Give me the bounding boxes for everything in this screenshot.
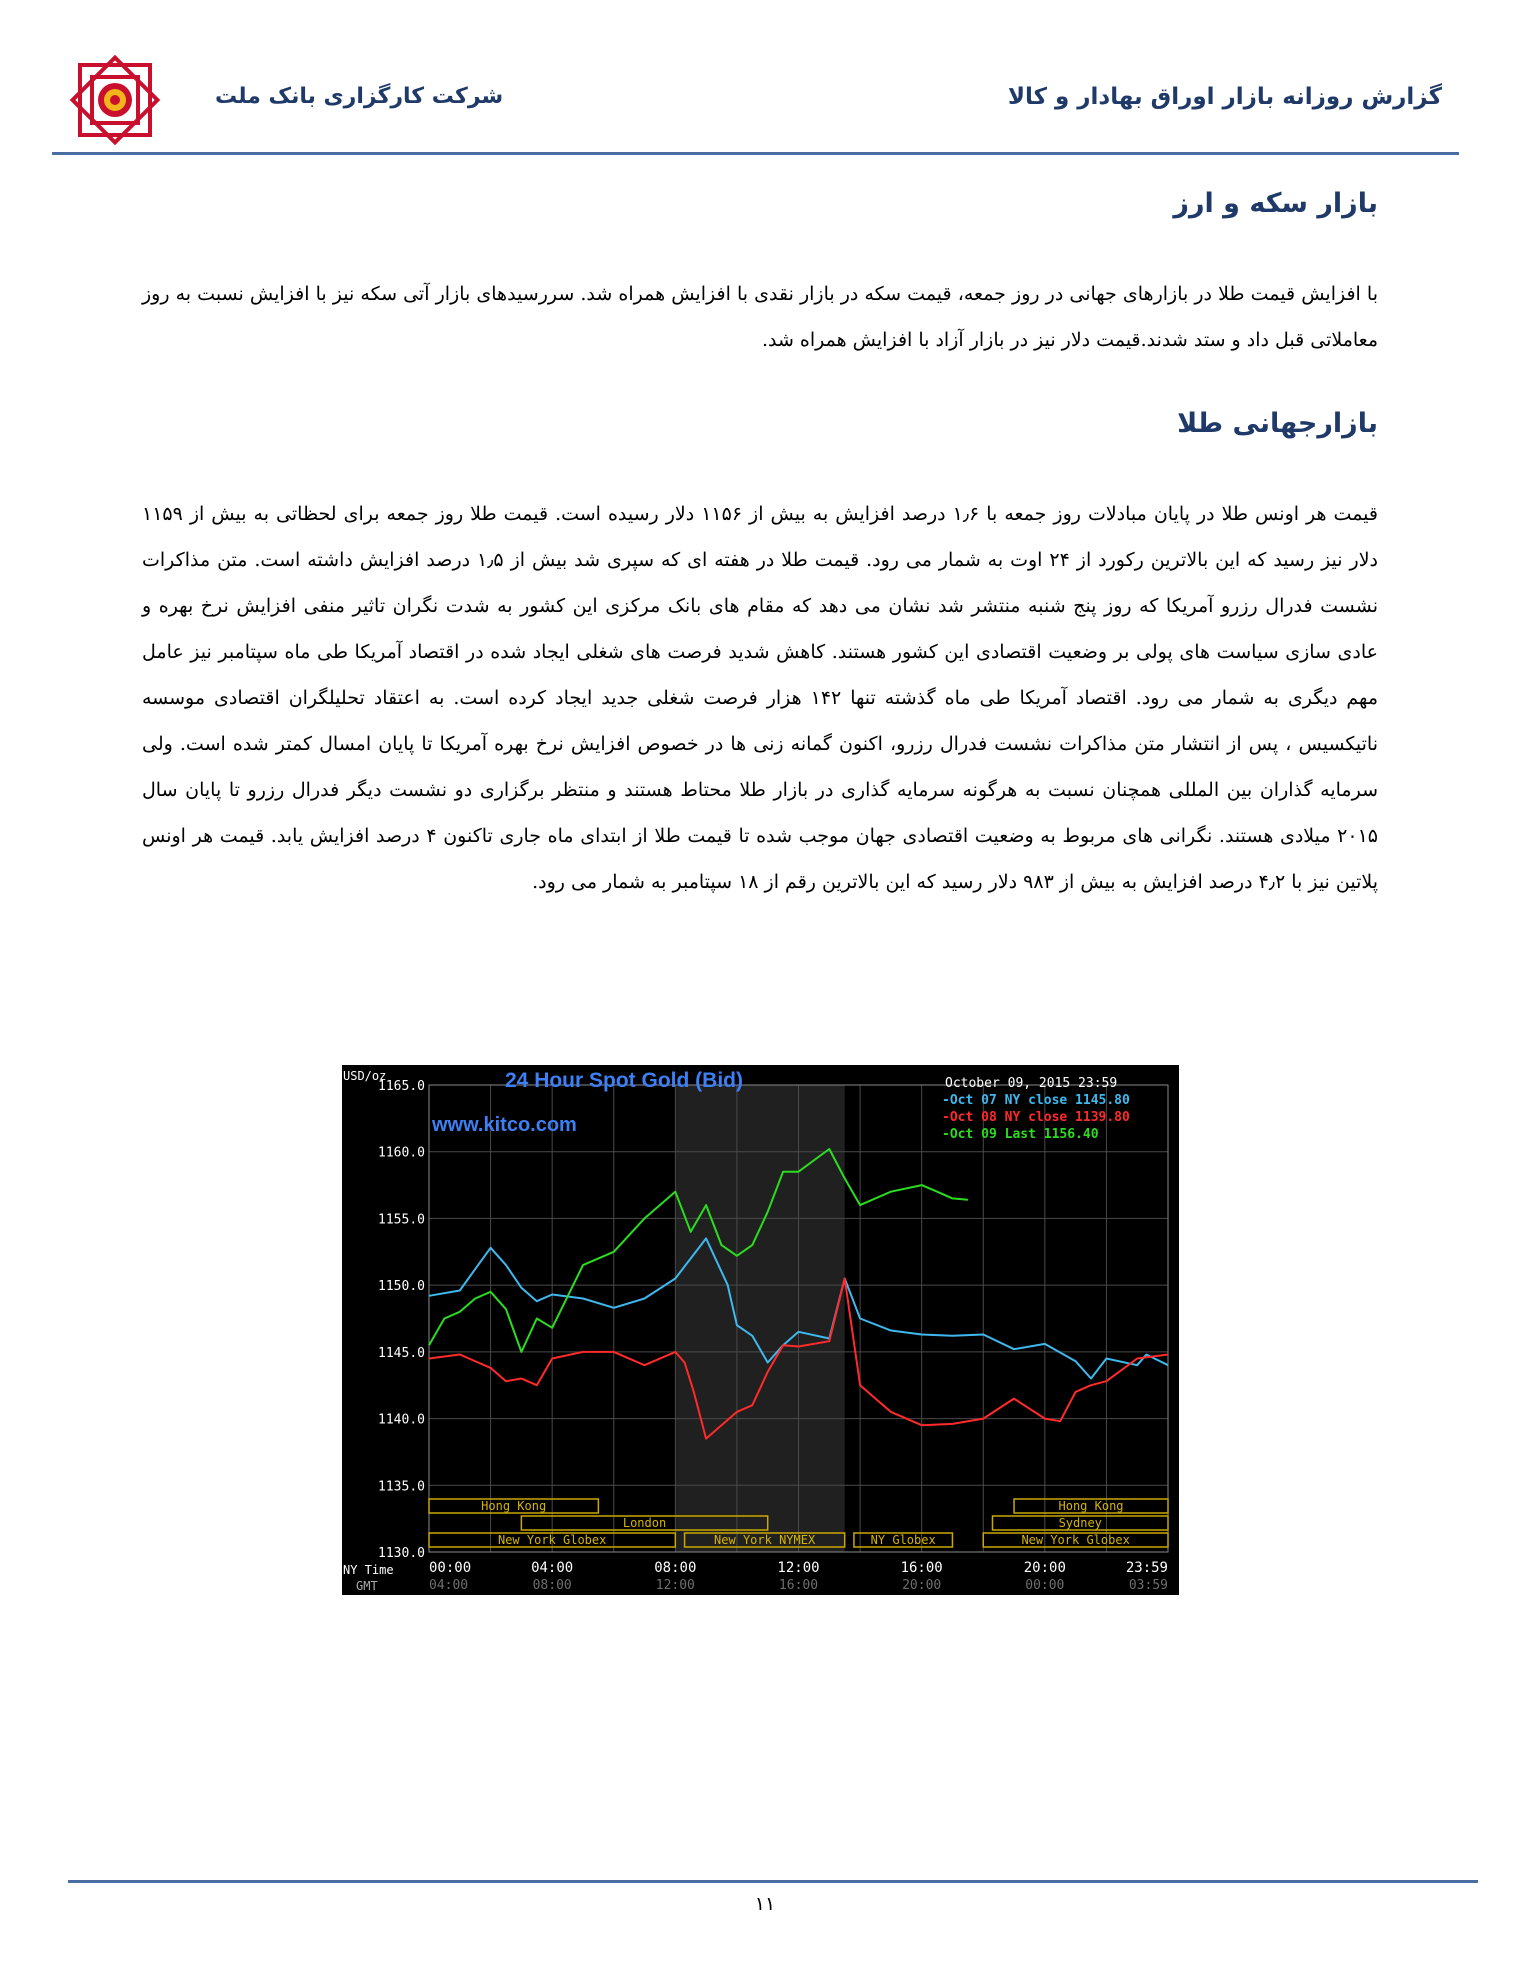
chart-y-tick-label: 1135.0 xyxy=(378,1479,425,1495)
section-paragraph-coin-currency: با افزایش قیمت طلا در بازارهای جهانی در روز جمعه، قیمت سکه در بازار نقدی با افزایش همراه شد. سررسیدهای بازار آتی سکه نیز با افزایش نسبت به روز معاملاتی قبل داد و ستد شدند.قیمت دلار نیز در بازار آزاد با افزایش همراه شد. xyxy=(142,283,1378,351)
chart-x-tick-label-ny: 12:00 xyxy=(777,1560,820,1576)
chart-y-tick-label: 1145.0 xyxy=(378,1345,425,1361)
chart-x-row-label-ny: NY Time xyxy=(343,1563,394,1577)
chart-x-tick-label-ny: 23:59 xyxy=(1125,1560,1168,1576)
chart-legend-entry: -Oct 07 NY close 1145.80 xyxy=(942,1093,1130,1108)
chart-y-tick-label: 1150.0 xyxy=(378,1279,425,1295)
page-number: ۱۱ xyxy=(754,1893,776,1915)
chart-x-tick-label-gmt: 16:00 xyxy=(778,1578,819,1593)
chart-y-tick-label: 1160.0 xyxy=(378,1145,425,1161)
chart-session-label: London xyxy=(622,1516,667,1530)
header-divider xyxy=(52,152,1459,155)
report-title: گزارش روزانه بازار اوراق بهادار و کالا xyxy=(1007,84,1442,110)
chart-x-tick-label-ny: 20:00 xyxy=(1023,1560,1066,1576)
chart-session-label: Hong Kong xyxy=(481,1499,547,1513)
chart-timestamp: October 09, 2015 23:59 xyxy=(945,1076,1118,1091)
chart-x-tick-label-ny: 08:00 xyxy=(654,1560,697,1576)
gold-spot-chart xyxy=(342,1065,1179,1595)
chart-x-tick-label-gmt: 12:00 xyxy=(655,1578,695,1593)
chart-shaded-session xyxy=(675,1085,844,1552)
chart-x-tick-label-gmt: 00:00 xyxy=(1025,1578,1065,1593)
chart-x-tick-label-ny: 04:00 xyxy=(531,1560,574,1576)
footer-divider xyxy=(68,1880,1478,1883)
chart-x-row-label-gmt: GMT xyxy=(356,1579,378,1593)
section-heading-coin-currency: بازار سکه و ارز xyxy=(1173,188,1378,219)
chart-x-tick-label-gmt: 04:00 xyxy=(429,1578,469,1593)
chart-x-tick-label-ny: 00:00 xyxy=(429,1560,472,1576)
section-paragraph-global-gold: قیمت هر اونس طلا در پایان مبادلات روز جمعه با ۱٫۶ درصد افزایش به بیش از ۱۱۵۶ دلار رسیده است. قیمت طلا روز جمعه برای لحظاتی به بیش از ۱۱۵۹ دلار نیز رسید که این بالاترین رکورد از ۲۴ اوت به شمار می رود. قیمت طلا در هفته ای که سپری شد بیش از ۱٫۵ درصد افزایش داشته است. متن مذاکرات نشست فدرال رزرو آمریکا که روز پنج شنبه منتشر شد نشان می دهد که مقام های بانک مرکزی این کشور به شدت نگران تاثیر منفی افزایش نرخ بهره و عادی سازی سیاست های پولی بر وضعیت اقتصادی این کشور هستند. کاهش شدید فرصت های شغلی ایجاد شده در اقتصاد آمریکا طی ماه سپتامبر نیز عامل مهم دیگری به شمار می رود. اقتصاد آمریکا طی ماه گذشته تنها ۱۴۲ هزار فرصت شغلی جدید ایجاد کرده است. به اعتقاد تحلیلگران اقتصادی موسسه ناتیکسیس ، پس از انتشار متن مذاکرات نشست فدرال رزرو، اکنون گمانه زنی ها در خصوص افزایش نرخ بهره آمریکا تا پایان امسال کمتر شده است. ولی سرمایه گذاران بین المللی همچنان نسبت به هرگونه سرمایه گذاری در بازار طلا محتاط هستند و منتظر برگزاری دو نشست دیگر فدرال رزرو تا پایان سال ۲۰۱۵ میلادی هستند. نگرانی های مربوط به وضعیت اقتصادی جهان موجب شده تا قیمت طلا از ابتدای ماه جاری تاکنون ۴ درصد افزایش یابد. قیمت هر اونس پلاتین نیز با ۴٫۲ درصد افزایش به بیش از ۹۸۳ دلار رسید که این بالاترین رقم از ۱۸ سپتامبر به شمار می رود. xyxy=(142,503,1378,893)
chart-y-axis-label: USD/oz xyxy=(343,1069,387,1083)
chart-title: 24 Hour Spot Gold (Bid) xyxy=(505,1069,743,1092)
chart-session-label: New York NYMEX xyxy=(714,1533,816,1547)
chart-x-tick-label-ny: 16:00 xyxy=(900,1560,943,1576)
chart-session-label: New York Globex xyxy=(497,1533,607,1547)
chart-x-tick-label-gmt: 08:00 xyxy=(532,1578,572,1593)
chart-x-tick-label-gmt: 03:59 xyxy=(1128,1578,1168,1593)
chart-y-tick-label: 1155.0 xyxy=(378,1212,425,1228)
chart-session-label: New York Globex xyxy=(1021,1533,1130,1547)
chart-y-tick-label: 1130.0 xyxy=(378,1546,425,1561)
chart-watermark: www.kitco.com xyxy=(432,1114,577,1136)
bank-mellat-logo-icon xyxy=(60,45,170,155)
chart-x-tick-label-gmt: 20:00 xyxy=(902,1578,942,1593)
chart-session-label: NY Globex xyxy=(870,1533,936,1547)
chart-session-label: Sydney xyxy=(1058,1516,1102,1530)
chart-y-tick-label: 1165.0 xyxy=(378,1079,425,1094)
chart-legend-entry: -Oct 09 Last 1156.40 xyxy=(942,1127,1099,1142)
chart-y-tick-label: 1140.0 xyxy=(378,1412,425,1428)
section-heading-global-gold: بازارجهانی طلا xyxy=(1177,408,1378,439)
chart-legend-entry: -Oct 08 NY close 1139.80 xyxy=(942,1110,1130,1125)
company-name: شرکت کارگزاری بانک ملت xyxy=(215,84,504,109)
chart-session-label: Hong Kong xyxy=(1058,1499,1124,1513)
